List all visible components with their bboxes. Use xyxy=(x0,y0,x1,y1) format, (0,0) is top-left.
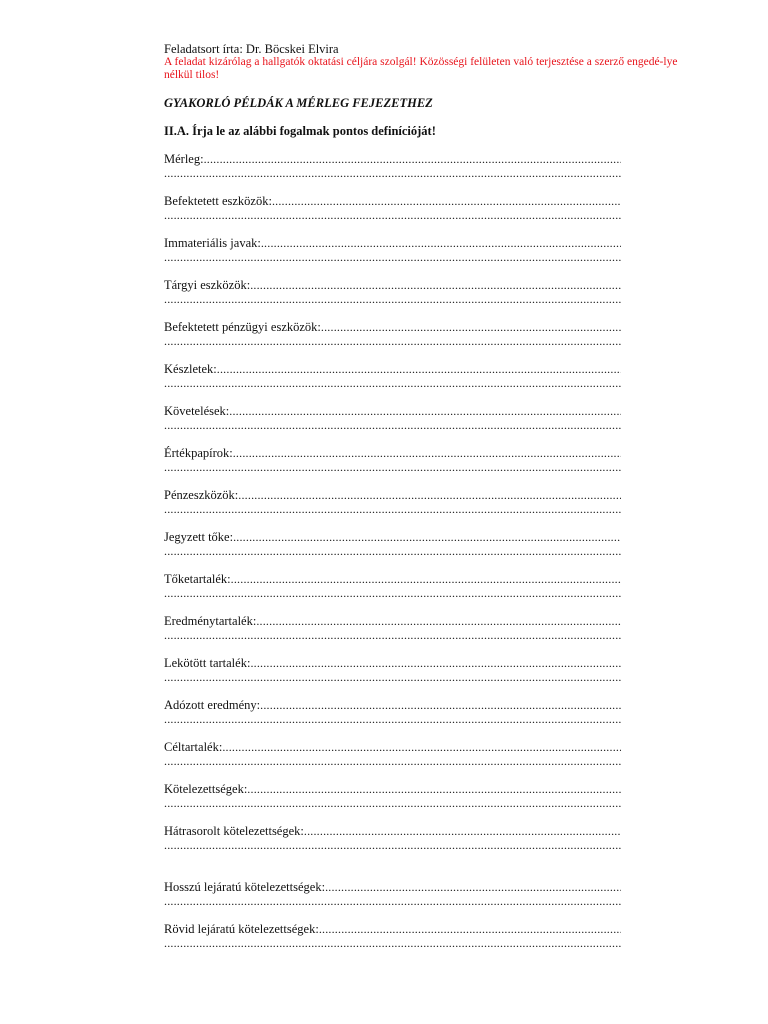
answer-line xyxy=(164,208,621,222)
definition-term: Kötelezettségek: xyxy=(164,782,248,796)
exercise-instruction: II.A. Írja le az alábbi fogalmak pontos definícióját! xyxy=(164,124,436,138)
definition-item xyxy=(164,278,621,320)
definition-item xyxy=(164,194,621,236)
answer-line xyxy=(164,292,621,306)
copyright-notice: A feladat kizárólag a hallgatók oktatási céljára szolgál! Közösségi felületen való terjesztése a szerző engedé-lye nélkül tilos! xyxy=(164,56,678,81)
answer-line xyxy=(164,544,621,558)
answer-line xyxy=(217,362,621,376)
definition-term: Tőketartalék: xyxy=(164,572,231,586)
answer-line xyxy=(164,586,621,600)
definition-term: Hosszú lejáratú kötelezettségek: xyxy=(164,880,326,894)
answer-line xyxy=(164,250,621,264)
answer-line xyxy=(250,656,621,670)
answer-line xyxy=(164,334,621,348)
answer-line xyxy=(260,698,621,712)
answer-line xyxy=(325,880,621,894)
definition-item xyxy=(164,698,621,740)
definition-term: Hátrasorolt kötelezettségek: xyxy=(164,824,304,838)
answer-line xyxy=(164,376,621,390)
definition-term: Rövid lejáratú kötelezettségek: xyxy=(164,922,319,936)
answer-line xyxy=(164,418,621,432)
definition-term: Adózott eredmény: xyxy=(164,698,261,712)
definition-item xyxy=(164,824,621,880)
definition-list xyxy=(164,152,621,964)
definition-item xyxy=(164,362,621,404)
definition-item xyxy=(164,320,621,362)
definition-term: Eredménytartalék: xyxy=(164,614,257,628)
definition-item xyxy=(164,656,621,698)
definition-item xyxy=(164,880,621,922)
definition-term: Céltartalék: xyxy=(164,740,223,754)
answer-line xyxy=(164,894,621,908)
definition-item xyxy=(164,922,621,964)
answer-line xyxy=(164,628,621,642)
definition-term: Pénzeszközök: xyxy=(164,488,239,502)
definition-item xyxy=(164,572,621,614)
definition-term: Immateriális javak: xyxy=(164,236,261,250)
answer-line xyxy=(247,782,621,796)
answer-line xyxy=(304,824,621,838)
answer-line xyxy=(261,236,621,250)
answer-line xyxy=(256,614,621,628)
author-line: Feladatsort írta: Dr. Böcskei Elvira xyxy=(164,42,339,56)
answer-line xyxy=(164,166,621,180)
definition-item xyxy=(164,236,621,278)
answer-line xyxy=(233,446,621,460)
answer-line xyxy=(272,194,621,208)
definition-term: Mérleg: xyxy=(164,152,204,166)
answer-line xyxy=(250,278,621,292)
document-title: GYAKORLÓ PÉLDÁK A MÉRLEG FEJEZETHEZ xyxy=(164,96,433,110)
answer-line xyxy=(238,488,621,502)
answer-line xyxy=(164,502,621,516)
answer-line xyxy=(164,754,621,768)
definition-term: Értékpapírok: xyxy=(164,446,233,460)
answer-line xyxy=(319,922,621,936)
definition-item xyxy=(164,782,621,824)
definition-item xyxy=(164,152,621,194)
definition-term: Tárgyi eszközök: xyxy=(164,278,251,292)
answer-line xyxy=(229,404,621,418)
definition-item xyxy=(164,530,621,572)
definition-item xyxy=(164,404,621,446)
answer-line xyxy=(164,460,621,474)
definition-item xyxy=(164,488,621,530)
answer-line xyxy=(164,796,621,810)
answer-line xyxy=(164,670,621,684)
definition-term: Jegyzett tőke: xyxy=(164,530,234,544)
answer-line xyxy=(164,936,621,950)
answer-line xyxy=(204,152,621,166)
answer-line xyxy=(164,712,621,726)
definition-item xyxy=(164,446,621,488)
answer-line xyxy=(231,572,621,586)
answer-line xyxy=(222,740,621,754)
definition-item xyxy=(164,740,621,782)
answer-line xyxy=(321,320,621,334)
definition-term: Befektetett eszközök: xyxy=(164,194,272,208)
definition-term: Befektetett pénzügyi eszközök: xyxy=(164,320,321,334)
answer-line xyxy=(233,530,621,544)
answer-line xyxy=(164,838,621,852)
definition-item xyxy=(164,614,621,656)
definition-term: Készletek: xyxy=(164,362,217,376)
definition-term: Lekötött tartalék: xyxy=(164,656,251,670)
definition-term: Követelések: xyxy=(164,404,230,418)
